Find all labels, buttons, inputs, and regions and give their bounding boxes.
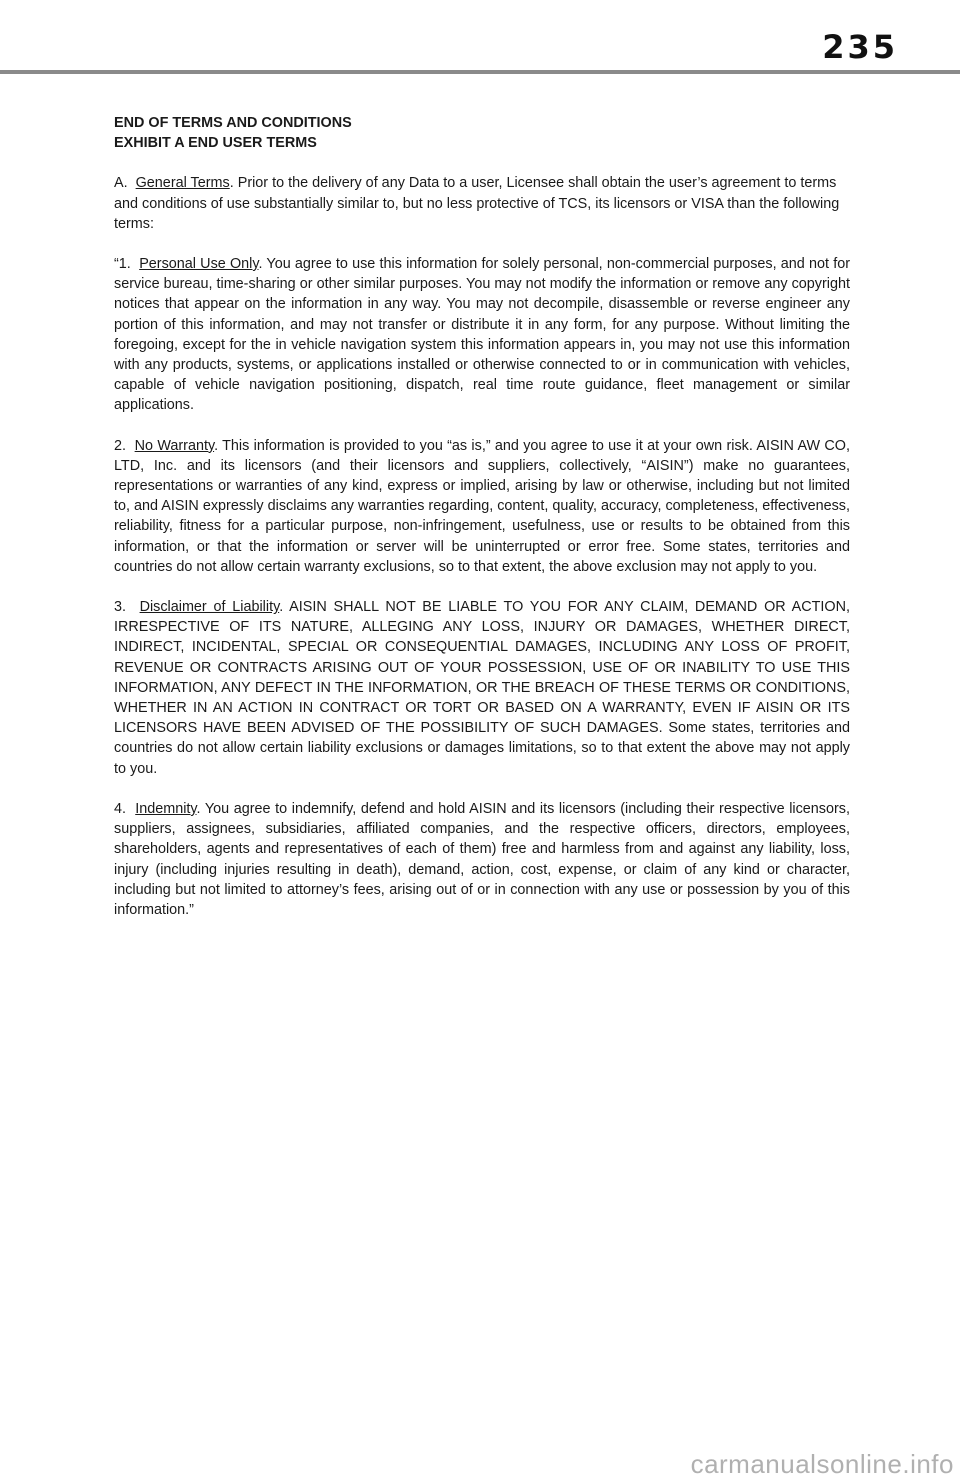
- section-term: No Warranty: [134, 437, 215, 454]
- section-prefix: 2.: [114, 437, 127, 454]
- document-body: [114, 113, 850, 920]
- section-text: . You agree to use this information for solely personal, non-commercial purposes, and not for service bureau, time-sharing or other similar purposes. You may not modify the information or remove any copyright notices that appear on the information in any way. You may not decompile, disassemble or reverse engineer any portion of this information, and may not transfer or distribute it in any form, for any purpose. Without limiting the foregoing, except for the in vehicle navigation system this information appears in, you may not use this information with any products, systems, or applications installed or otherwise connected to or in communication with vehicles, capable of vehicle navigation positioning, dispatch, real time route guidance, fleet management or similar applications.: [114, 256, 851, 414]
- section-prefix: “1.: [114, 256, 131, 273]
- section-personal-use-only: [114, 254, 850, 416]
- heading-end-of-terms: END OF TERMS AND CONDITIONS: [114, 115, 352, 131]
- section-term: Personal Use Only: [139, 256, 259, 273]
- section-prefix: A.: [114, 175, 128, 192]
- page-number: 235: [822, 28, 898, 66]
- section-term: General Terms: [135, 175, 230, 192]
- section-prefix: 3.: [114, 599, 127, 616]
- section-text: . Prior to the delivery of any Data to a user, Licensee shall obtain the user’s agreement to terms and conditions of use substantially similar to, but no less protective of TCS, its licensors or VISA than the following terms:: [114, 175, 840, 232]
- section-term: Disclaimer of Liability: [139, 599, 280, 616]
- section-general-terms: [114, 173, 850, 234]
- section-text: . AISIN SHALL NOT BE LIABLE TO YOU FOR ANY CLAIM, DEMAND OR ACTION, IRRESPECTIVE OF ITS NATURE, ALLEGING ANY LOSS, INJURY OR DAMAGES, WHETHER DIRECT, INDIRECT, INCIDENTAL, SPECIAL OR CONSEQUENTIAL DAMAGES, INCLUDING ANY LOSS OF PROFIT, REVENUE OR CONTRACTS ARISING OUT OF YOUR POSSESSION, USE OF OR INABILITY TO USE THIS INFORMATION, ANY DEFECT IN THE INFORMATION, OR THE BREACH OF THESE TERMS OR CONDITIONS, WHETHER IN AN ACTION IN CONTRACT OR TORT OR BASED ON A WARRANTY, EVEN IF AISIN OR ITS LICENSORS HAVE BEEN ADVISED OF THE POSSIBILITY OF SUCH DAMAGES. Some states, territories and countries do not allow certain liability exclusions or damages limitations, so to that extent the above may not apply to you.: [114, 599, 850, 777]
- section-disclaimer-of-liability: [114, 597, 850, 779]
- section-no-warranty: [114, 436, 850, 577]
- heading-exhibit-a: EXHIBIT A END USER TERMS: [114, 135, 317, 152]
- section-prefix: 4.: [114, 800, 127, 817]
- watermark: carmanualsonline.info: [690, 1449, 954, 1479]
- section-text: . This information is provided to you “as is,” and you agree to use it at your own risk. AISIN AW CO, LTD, Inc. and its licensors (and their licensors and suppliers, collectively, “AISIN”) make no guarantees, representations or warranties of any kind, express or implied, arising by law or otherwise, including but not limited to, and AISIN expressly disclaims any warranties regarding, content, quality, accuracy, completeness, effectiveness, reliability, fitness for a particular purpose, non-infringement, usefulness, use or results to be obtained from this information, or that the information or server will be uninterrupted or error free. Some states, territories and countries do not allow certain warranty exclusions, so to that extent, the above exclusion may not apply to you.: [114, 437, 850, 575]
- section-indemnity: [114, 799, 850, 920]
- section-term: Indemnity: [135, 800, 197, 817]
- header-divider: [0, 70, 960, 74]
- section-text: . You agree to indemnify, defend and hold AISIN and its licensors (including their respective licensors, suppliers, assignees, subsidiaries, affiliated companies, and the respective officers, directors, employees, shareholders, agents and representatives of each of them) free and harmless from and against any liability, loss, injury (including injuries resulting in death), demand, action, cost, expense, or claim of any kind or character, including but not limited to attorney’s fees, arising out of or in connection with any use or possession by you of this information.”: [114, 800, 850, 918]
